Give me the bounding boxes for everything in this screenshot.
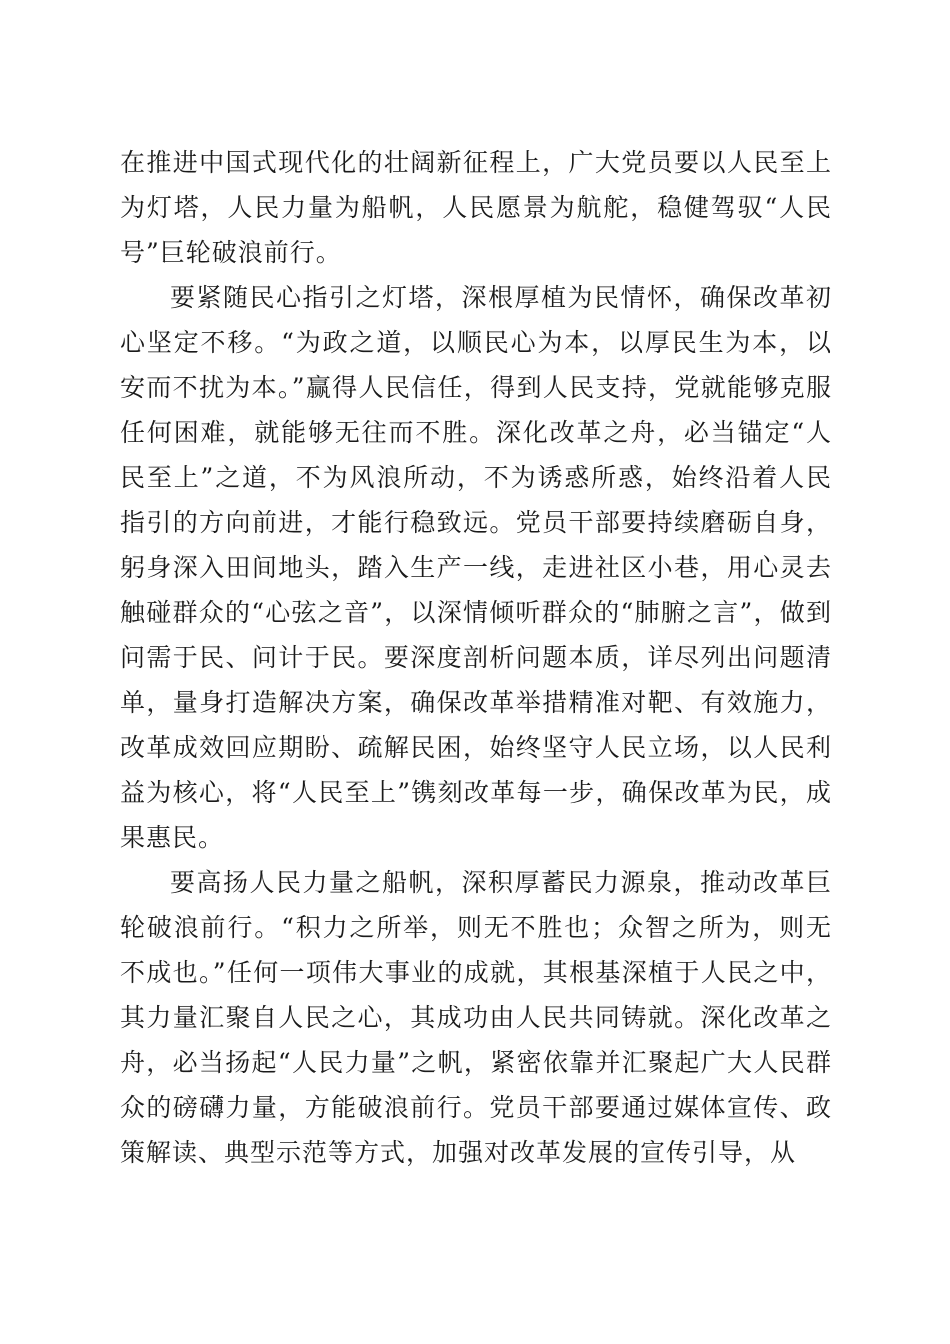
paragraph-lighthouse: 要紧随民心指引之灯塔，深根厚植为民情怀，确保改革初心坚定不移。“为政之道，以顺民心为本，以厚民生为本，以安而不扰为本。”赢得人民信任，得到人民支持，党就能够克服任何困难，就能够无往而不胜。深化改革之舟，必当锚定“人民至上”之道，不为风浪所动，不为诱惑所惑，始终沿着人民指引的方向前进，才能行稳致远。党员干部要持续磨砺自身，躬身深入田间地头，踏入生产一线，走进社区小巷，用心灵去触碰群众的“心弦之音”，以深情倾听群众的“肺腑之言”，做到问需于民、问计于民。要深度剖析问题本质，详尽列出问题清单，量身打造解决方案，确保改革举措精准对靶、有效施力，改革成效回应期盼、疏解民困，始终坚守人民立场，以人民利益为核心，将“人民至上”镌刻改革每一步，确保改革为民，成果惠民。: [120, 283, 832, 852]
paragraph-intro: 在推进中国式现代化的壮阔新征程上，广大党员要以人民至上为灯塔，人民力量为船帆，人民愿景为航舵，稳健驾驭“人民号”巨轮破浪前行。: [120, 148, 832, 267]
article-body: [120, 140, 832, 1175]
paragraph-sail: 要高扬人民力量之船帆，深积厚蓄民力源泉，推动改革巨轮破浪前行。“积力之所举，则无不胜也；众智之所为，则无不成也。”任何一项伟大事业的成就，其根基深植于人民之中，其力量汇聚自人民之心，其成功由人民共同铸就。深化改革之舟，必当扬起“人民力量”之帆，紧密依靠并汇聚起广大人民群众的磅礴力量，方能破浪前行。党员干部要通过媒体宣传、政策解读、典型示范等方式，加强对改革发展的宣传引导，从: [120, 868, 832, 1167]
